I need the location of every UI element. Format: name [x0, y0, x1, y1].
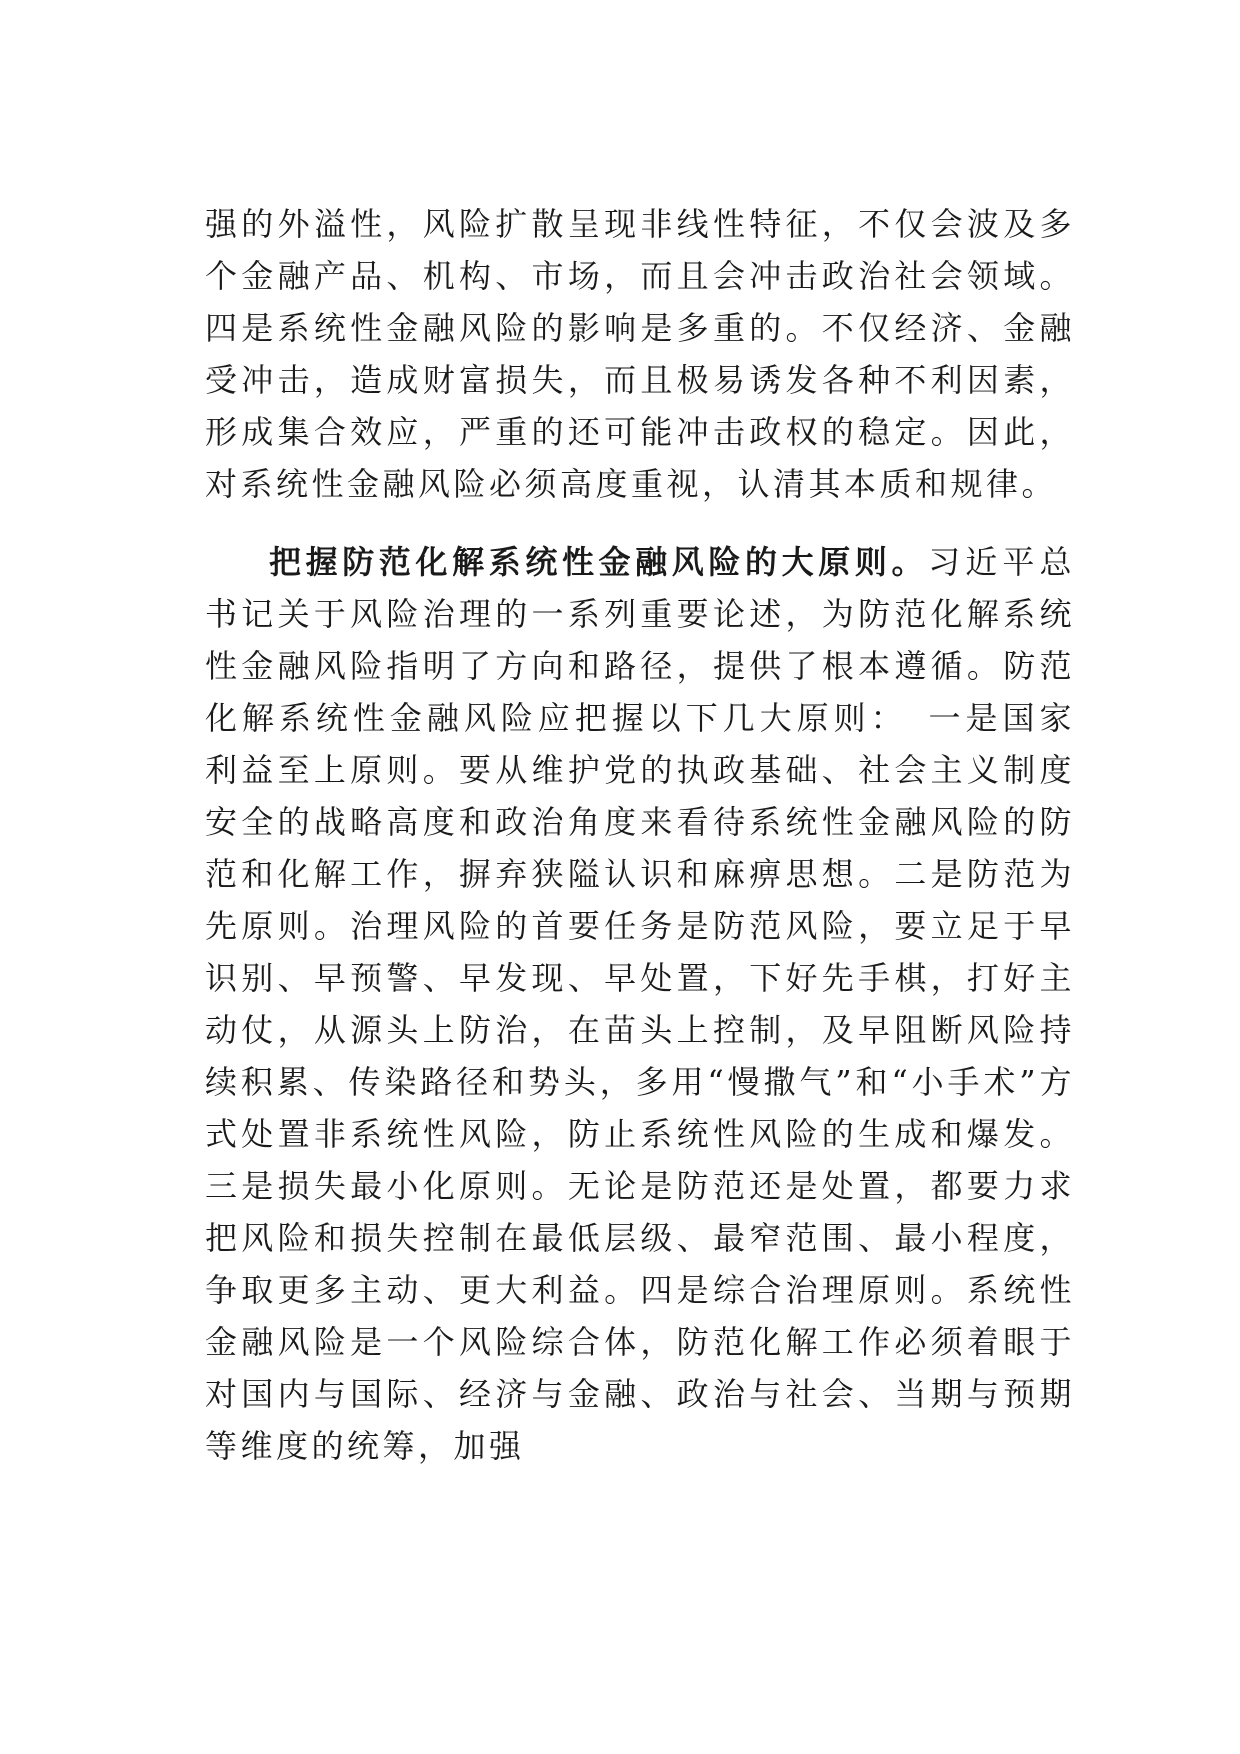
paragraph-continued [205, 198, 1075, 510]
paragraph-heading: 把握防范化解系统性金融风险的大原则。 [269, 543, 929, 581]
paragraph-1-text: 强的外溢性，风险扩散呈现非线性特征，不仅会波及多个金融产品、机构、市场，而且会冲击政治社会领域。四是系统性金融风险的影响是多重的。不仅经济、金融受冲击，造成财富损失，而且极易诱发各种不利因素，形成集合效应，严重的还可能冲击政权的稳定。因此，对系统性金融风险必须高度重视，认清其本质和规律。 [205, 205, 1075, 503]
paragraph-principles [205, 536, 1075, 1472]
body-text [205, 198, 1075, 1472]
paragraph-2-text: 习近平总书记关于风险治理的一系列重要论述，为防范化解系统性金融风险指明了方向和路径，提供了根本遵循。防范化解系统性金融风险应把握以下几大原则： 一是国家利益至上原则。要从维护党的执政基础、社会主义制度安全的战略高度和政治角度来看待系统性金融风险的防范和化解工作，摒弃狭隘认识和麻痹思想。二是防范为先原则。治理风险的首要任务是防范风险，要立足于早识别、早预警、早发现、早处置，下好先手棋，打好主动仗，从源头上防治，在苗头上控制，及早阻断风险持续积累、传染路径和势头，多用“慢撒气”和“小手术”方式处置非系统性风险，防止系统性风险的生成和爆发。三是损失最小化原则。无论是防范还是处置，都要力求把风险和损失控制在最低层级、最窄范围、最小程度，争取更多主动、更大利益。四是综合治理原则。系统性金融风险是一个风险综合体，防范化解工作必须着眼于对国内与国际、经济与金融、政治与社会、当期与预期等维度的统筹，加强 [205, 543, 1075, 1465]
